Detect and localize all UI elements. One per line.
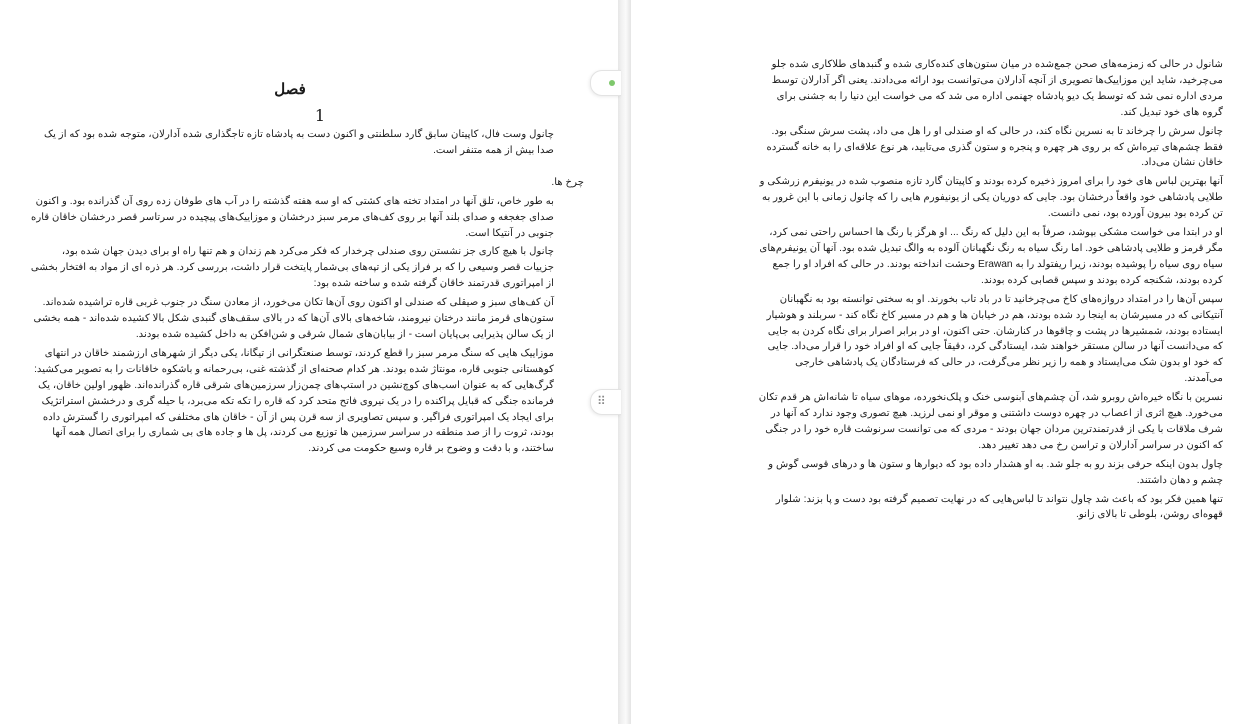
chapter-title: فصل [274, 80, 306, 98]
paragraph: آنها بهترین لباس های خود را برای امروز ذخیره کرده بودند و کاپیتان گارد تازه منصوب شده در یونیفرم زرشکی و طلایی پادشاهی خود واقعاً درخشان بود. جایی که دوریان یکی از یونیفورم هایی را که چانول زمانی با این غرور به تن کرده بود بیرون آورده بود، نمی دانست. [759, 176, 1223, 220]
paragraph: تنها همین فکر بود که باعث شد چاول نتواند تا لباس‌هایی که در نهایت تصمیم گرفته بود دست و پا بزند: شلوار قهوه‌ای روشن، بلوطی تا بالای زانو. [775, 493, 1223, 521]
paragraph: آن کف‌های سبز و صیقلی که صندلی او اکنون روی آن‌ها تکان می‌خورد، از معادن سنگ در جنوب غربی قاره تراشیده شده‌اند. ستون‌های قرمز مانند درختان نیرومند، شاخه‌های بالای آن‌ها که در بالای سقف‌های گنبدی شکل بالا کشیده شده‌اند - همه بخشی از یک سالن پذیرایی بی‌پایان است - از بیابان‌های شمال شرقی و شن‌افکن به داخل کشیده شده بودند. [33, 297, 554, 340]
paragraph: نسرین با نگاه خیره‌اش روبرو شد، آن چشم‌های آبنوسی خنک و پلک‌نخورده، موهای سیاه تا شانه‌اش هر قدم تکان می‌خورد. هیچ اثری از اعصاب در چهره دوست داشتنی و موقر او نمی لرزید. هیچ تصوری وجود ندارد که آنها در شرف ملاقات با یکی از قدرتمندترین مردان جهان بودند - مردی که می توانست سرنوشت قاره خود را در جنگی که اکنون در سراسر آدارلان و تراسن رخ می دهد تغییر دهد. [758, 392, 1223, 451]
right-page-text [758, 57, 1223, 526]
sync-status-tab[interactable] [590, 70, 621, 96]
chapter-number: 1 [314, 106, 326, 125]
left-page-text [30, 127, 584, 460]
paragraph: به طور خاص، تلق آنها در امتداد تخته های کشتی که او سه هفته گذشته را در آب های طوفان زده روی آن گذرانده بود. و اکنون صدای جغجغه و صدای بلند آنها بر روی کف‌های مرمر سبز درخشان و موزاییک‌های پیچیده در سرتاسر قصر درخشان خاقان قاره جنوبی در آنتیکا است. [31, 195, 554, 239]
book-spine [618, 0, 631, 724]
paragraph: چانول وست فال، کاپیتان سابق گارد سلطنتی و اکنون دست به پادشاه تازه تاجگذاری شده آدارلان، متوجه شده بود که از یک صدا بیش از همه متنفر است. [44, 129, 554, 156]
paragraph: چرخ ها. [551, 176, 584, 188]
paragraph: موزاییک هایی که سنگ مرمر سبز را قطع کردند، توسط صنعتگرانی از تیگانا، یکی دیگر از شهرهای ارزشمند خاقان در انتهای کوهستانی جنوبی قاره، مونتاژ شده بودند. هر کدام صحنه‌ای از گذشته غنی، بی‌رحمانه و باشکوه خاقانات را به تصویر می‌کشید: گرگ‌هایی که به عنوان اسب‌های کوچ‌نشین در استپ‌های چمن‌زار سرزمین‌های شرقی قاره گذرانده‌اند. ظهور اولین خاقان، یک فرمانده جنگی که قبایل پراکنده را در یک نیروی فاتح متحد کرد که قاره را تکه تکه می‌برد، با حیله گری و درخشش استراتژیک برای ایجاد یک امپراتوری فراگیر. و سپس تصاویری از سه قرن پس از آن - خاقان های مختلفی که امپراتوری را گسترش داده بودند، ثروت را از صد منطقه در سراسر سرزمین ها توزیع می کردند، پل ها و جاده های بی شماری را برای اتصال همه آنها ساختند، و با دقت و وضوح بر قاره وسیع حکومت می کردند. [34, 347, 554, 455]
paragraph: او در ابتدا می خواست مشکی بپوشد، صرفاً به این دلیل که رنگ ... او هرگز با رنگ ها احساس راحتی نمی کرد، مگر قرمز و طلایی پادشاهی خود. اما رنگ سیاه به رنگ نگهبانان آلوده به والگ تبدیل شده بود. آنها آن یونیفرم‌های سیاه روی سیاه را پوشیده بودند، زیرا ریفتولد را به Erawan وحشت انداخته بودند. در حالی که افراد او را جمع کرده بودند، شکنجه کرده بودند و سپس قصابی کرده بودند. [759, 227, 1223, 286]
paragraph: چانول با هیچ کاری جز نشستن روی صندلی چرخدار که فکر می‌کرد هم زندان و هم تنها راه او برای دیدن جهان شده بود، جزییات قصر وسیعی را که بر فراز یکی از تپه‌های بی‌شمار پایتخت قرار داشت، بررسی کرد. هر ذره ای از مواد به افتخار بخشی از امپراتوری قدرتمند خاقان گرفته شده و ساخته شده بود: [30, 246, 554, 290]
paragraph: سپس آن‌ها را در امتداد دروازه‌های کاخ می‌چرخانید تا در باد تاب بخورند. او به سختی توانسته بود به نگهبانان آنتیکانی که در مسیرشان به اینجا رد شده بودند، هم در خیابان ها و هم در مسیر کاخ نگاه کند - سربلند و هوشیار ایستاده بودند، شمشیرها در پشت و چاقوها در کنارشان. حتی اکنون، او در برابر اصرار برای نگاه کردن به جایی که می‌دانست آنها در سالن مستقر خواهند شد، ایستادگی کرد، دقیقاً جایی که او افراد خود را قرار می‌داد. جایی که خود او بدون شک می‌ایستاد و همه را زیر نظر می‌گرفت، در حالی که فرستادگان یک پادشاهی خارجی می‌آمدند. [766, 293, 1223, 385]
paragraph: چانول سرش را چرخاند تا به نسرین نگاه کند، در حالی که او صندلی او را هل می داد، پشت سرش سنگی بود. فقط چشم‌های تیره‌اش که بر روی هر چهره و پنجره و ستون گذری می‌تابید، هر نوع علاقه‌ای را به خانه گسترده خاقان نشان می‌داد. [766, 125, 1223, 169]
drag-handle-icon: ⠿ [597, 394, 605, 408]
paragraph: چاول بدون اینکه حرفی بزند رو به جلو شد. به او هشدار داده بود که دیوارها و ستون ها و درهای قوسی گوش و چشم و دهان داشتند. [768, 458, 1223, 486]
page-drag-handle[interactable] [590, 389, 621, 415]
paragraph: شانول در حالی که زمزمه‌های صحن جمع‌شده در میان ستون‌های کنده‌کاری شده و گنبدهای طلاکاری شده جلو می‌چرخید، شاید این موزاییک‌ها تصویری از آنچه آدارلان می‌توانست بود ارائه می‌دادند. یعنی اگر آدارلان توسط مردی اداره نمی شد که توسط یک دیو پادشاه جهنمی اداره می شد که می خواست این دنیا را به جشنی برای گروه های خود تبدیل کند. [771, 59, 1223, 118]
status-dot-icon [609, 80, 615, 86]
